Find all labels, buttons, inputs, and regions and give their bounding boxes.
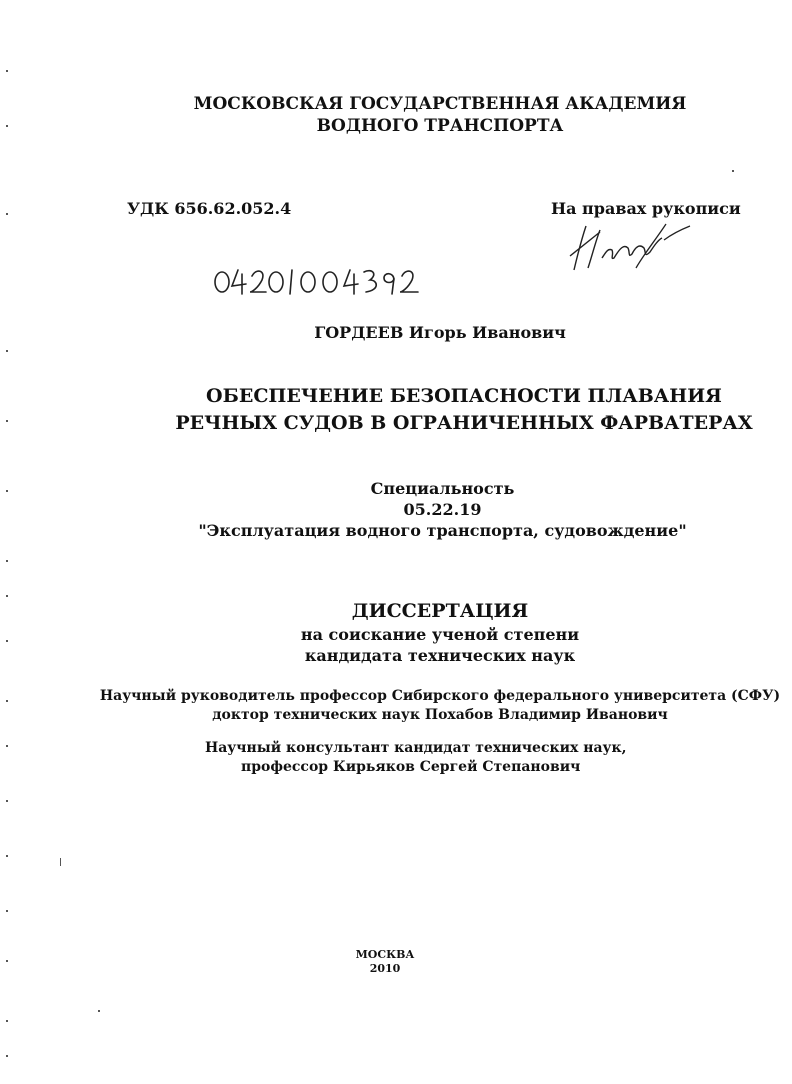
scan-mark xyxy=(6,640,8,642)
footer-year: 2010 xyxy=(369,962,401,975)
scan-mark xyxy=(6,1020,8,1022)
dissertation-heading: ДИССЕРТАЦИЯ xyxy=(351,600,529,622)
scan-mark xyxy=(6,960,8,962)
degree-line-2: кандидата технических наук xyxy=(304,646,576,665)
consultant-line-1: Научный консультант кандидат технических наук, xyxy=(205,740,627,756)
degree-block xyxy=(0,624,792,666)
supervisor-block xyxy=(0,687,792,725)
academy-line-1: МОСКОВСКАЯ ГОСУДАРСТВЕННАЯ АКАДЕМИЯ xyxy=(193,94,687,114)
dissertation-title xyxy=(0,383,792,437)
scan-mark xyxy=(6,800,8,802)
scan-mark xyxy=(98,1010,100,1012)
footer-block xyxy=(0,948,770,976)
academy-line-2: ВОДНОГО ТРАНСПОРТА xyxy=(316,116,564,136)
author-name: ГОРДЕЕВ Игорь Иванович xyxy=(314,323,566,342)
specialty-code: 05.22.19 xyxy=(403,500,482,519)
scan-mark xyxy=(6,855,8,857)
handwritten-number-image xyxy=(212,262,422,298)
signature-image xyxy=(566,218,696,278)
scan-mark xyxy=(6,70,8,72)
handwritten-number xyxy=(212,262,422,302)
rights-note: На правах рукописи xyxy=(551,199,741,218)
scan-mark xyxy=(6,1055,8,1057)
specialty-label: Специальность xyxy=(370,479,515,498)
scan-mark xyxy=(6,125,8,127)
specialty-block xyxy=(0,478,792,541)
academy-name xyxy=(0,93,792,137)
scan-mark xyxy=(60,858,61,866)
supervisor-line-2: доктор технических наук Похабов Владимир Иванович xyxy=(212,707,668,723)
scan-mark xyxy=(6,700,8,702)
specialty-name: "Эксплуатация водного транспорта, судовождение" xyxy=(198,521,687,540)
supervisor-line-1: Научный руководитель профессор Сибирского федерального университета (СФУ) xyxy=(99,688,781,704)
scan-mark xyxy=(6,420,8,422)
scan-mark xyxy=(6,490,8,492)
title-line-1: ОБЕСПЕЧЕНИЕ БЕЗОПАСНОСТИ ПЛАВАНИЯ xyxy=(206,385,722,407)
title-line-2: РЕЧНЫХ СУДОВ В ОГРАНИЧЕННЫХ ФАРВАТЕРАХ xyxy=(175,412,753,434)
scan-mark xyxy=(6,350,8,352)
scan-mark xyxy=(6,560,8,562)
degree-line-1: на соискание ученой степени xyxy=(300,625,580,644)
scan-mark xyxy=(6,595,8,597)
consultant-block xyxy=(205,739,626,777)
scan-mark xyxy=(6,213,8,215)
consultant-line-2: профессор Кирьяков Сергей Степанович xyxy=(241,759,581,775)
scan-mark xyxy=(6,910,8,912)
scan-mark xyxy=(732,170,734,172)
udk-code: УДК 656.62.052.4 xyxy=(127,199,292,218)
scan-mark xyxy=(6,745,8,747)
footer-city: МОСКВА xyxy=(355,948,415,961)
